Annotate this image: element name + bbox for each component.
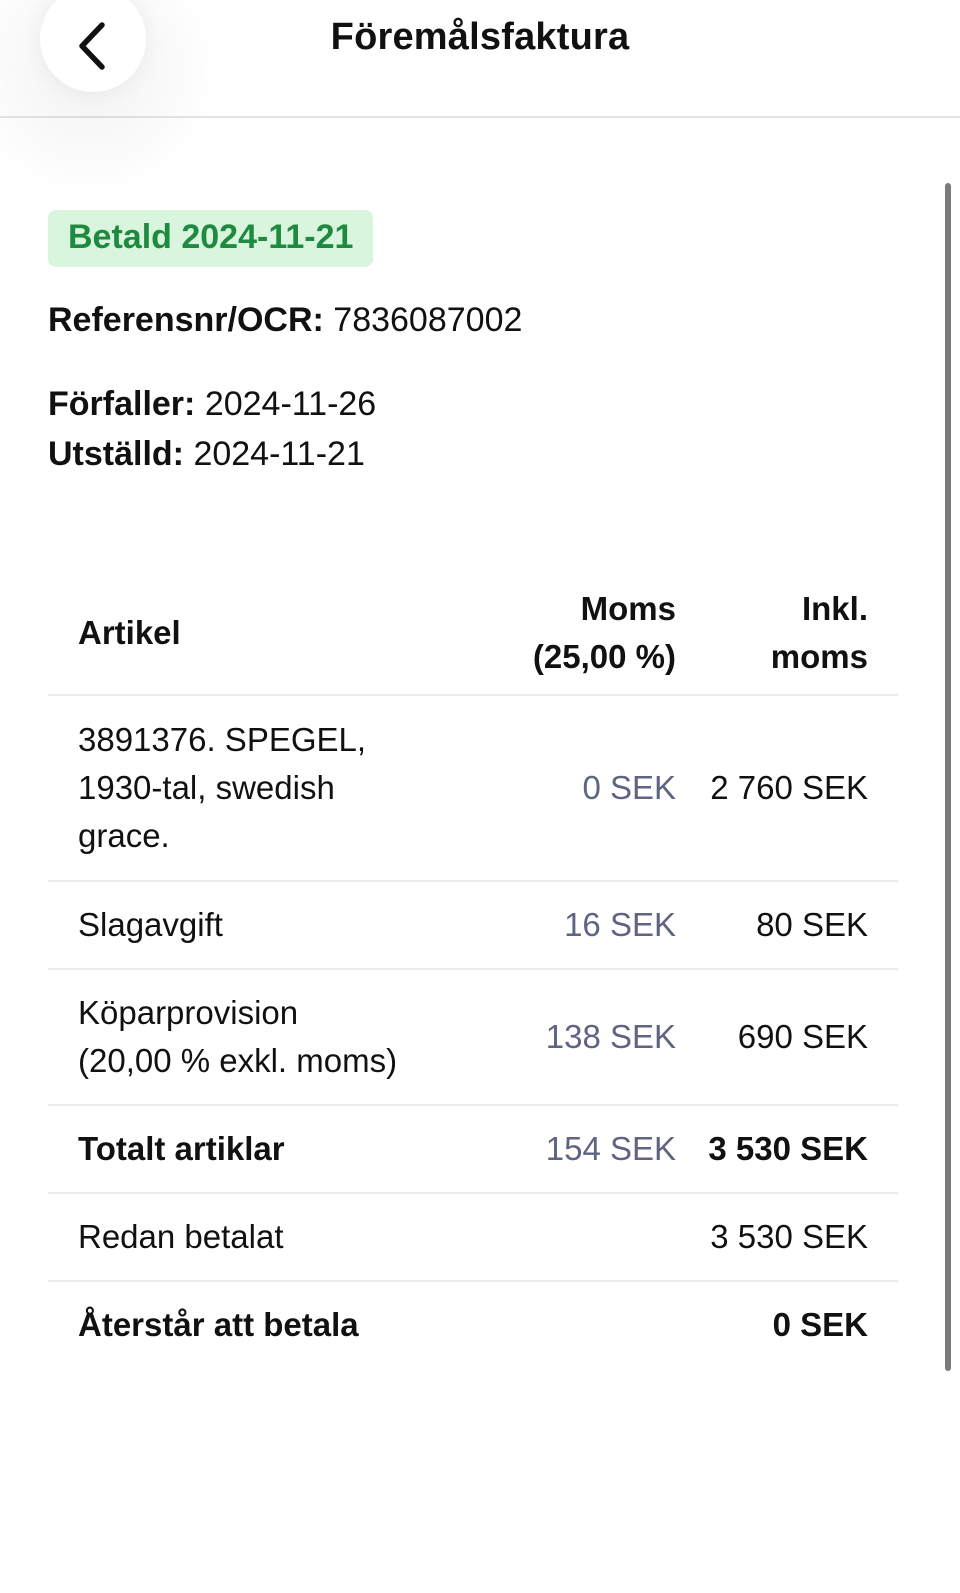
dates-block <box>48 379 898 479</box>
total-articles-label: Totalt artiklar <box>48 1105 458 1193</box>
issued-date-value: 2024-11-21 <box>193 435 365 473</box>
already-paid-vat <box>458 1193 676 1281</box>
invoice-table <box>48 572 898 1368</box>
row-vat: 16 SEK <box>458 881 676 969</box>
total-articles-vat: 154 SEK <box>458 1105 676 1193</box>
row-vat: 138 SEK <box>458 969 676 1105</box>
due-date-value: 2024-11-26 <box>204 385 377 423</box>
due-date-label: Förfaller: <box>48 385 196 423</box>
issued-date-line <box>48 429 898 479</box>
header-vat: Moms (25,00 %) <box>458 572 676 695</box>
already-paid-value: 3 530 SEK <box>676 1193 898 1281</box>
row-article: Slagavgift <box>48 881 458 969</box>
row-incl: 690 SEK <box>676 969 898 1105</box>
due-date-line <box>48 379 898 429</box>
total-articles-incl: 3 530 SEK <box>676 1105 898 1193</box>
top-bar <box>0 0 960 118</box>
remaining-row <box>48 1281 898 1368</box>
table-row <box>48 969 898 1105</box>
row-article: 3891376. SPEGEL, 1930-tal, swedish grace. <box>48 695 458 881</box>
total-articles-row <box>48 1105 898 1193</box>
remaining-vat <box>458 1281 676 1368</box>
table-header-row <box>48 572 898 695</box>
reference-line <box>48 295 898 345</box>
row-incl: 2 760 SEK <box>676 695 898 881</box>
reference-value: 7836087002 <box>333 301 523 339</box>
invoice-summary <box>48 210 898 479</box>
remaining-label: Återstår att betala <box>78 1306 359 1343</box>
page-title: Föremålsfaktura <box>330 16 630 58</box>
reference-label: Referensnr/OCR: <box>48 301 324 339</box>
scrollbar[interactable] <box>945 183 951 1371</box>
issued-date-label: Utställd: <box>48 435 184 473</box>
row-incl: 80 SEK <box>676 881 898 969</box>
already-paid-row <box>48 1193 898 1281</box>
table-row <box>48 695 898 881</box>
table-row <box>48 881 898 969</box>
already-paid-label: Redan betalat <box>48 1193 458 1281</box>
row-vat: 0 SEK <box>458 695 676 881</box>
remaining-value: 0 SEK <box>772 1306 868 1343</box>
status-badge: Betald 2024-11-21 <box>48 210 373 267</box>
header-incl-vat: Inkl. moms <box>676 572 898 695</box>
header-article: Artikel <box>48 572 458 695</box>
row-article: Köparprovision (20,00 % exkl. moms) <box>48 969 458 1105</box>
